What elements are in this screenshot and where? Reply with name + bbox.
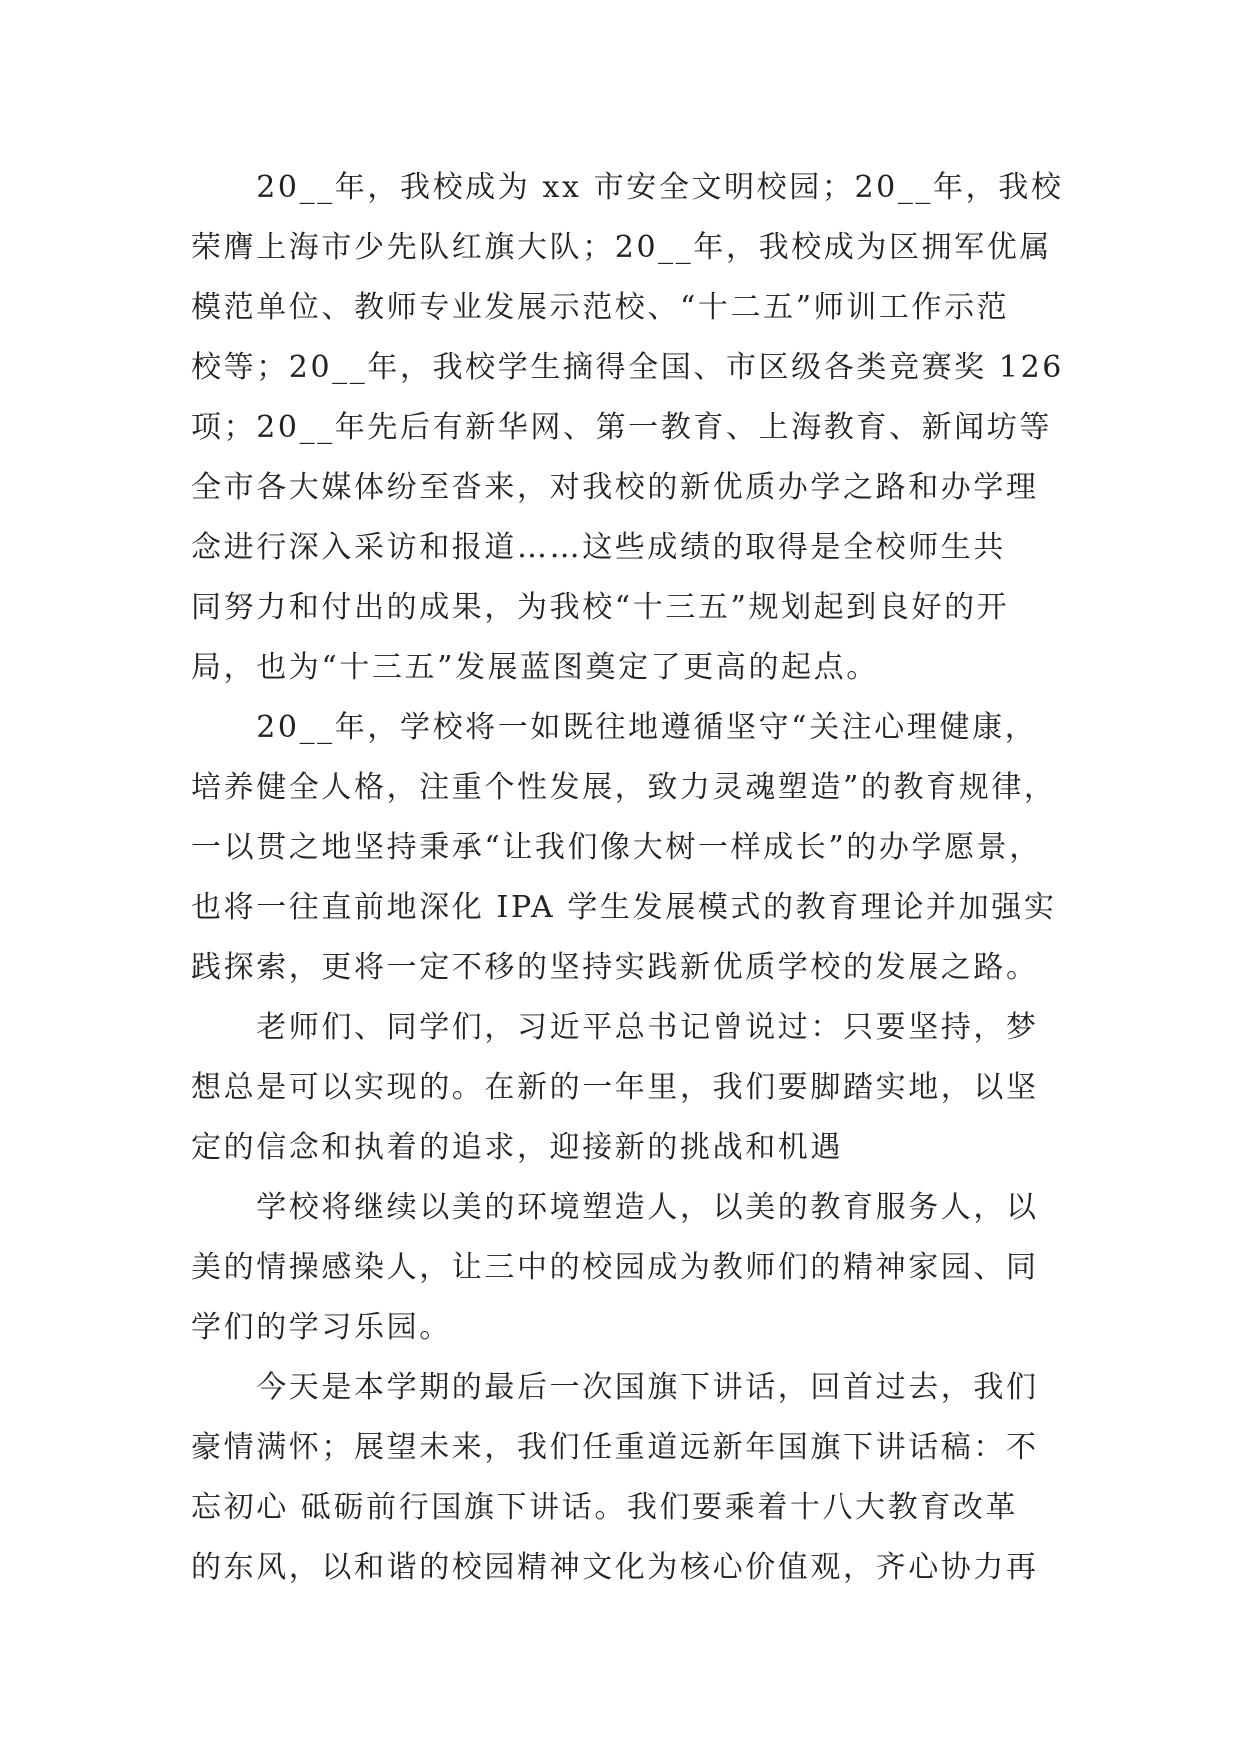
text-line: 忘初心 砥砺前行国旗下讲话。我们要乘着十八大教育改革 — [191, 1490, 1019, 1525]
text-line: 学们的学习乐园。 — [191, 1310, 452, 1345]
text-line: 的东风，以和谐的校园精神文化为核心价值观，齐心协力再 — [191, 1550, 1039, 1585]
text-line: 20__年，学校将一如既往地遵循坚守“关注心理健康， — [191, 710, 1038, 745]
paragraph-3 — [191, 998, 1051, 1178]
text-line: 局，也为“十三五”发展蓝图奠定了更高的起点。 — [191, 650, 879, 685]
text-line: 践探索，更将一定不移的坚持实践新优质学校的发展之路。 — [191, 950, 1039, 985]
text-line: 想总是可以实现的。在新的一年里，我们要脚踏实地，以坚 — [191, 1070, 1039, 1105]
paragraph-1 — [191, 158, 1064, 698]
text-line: 美的情操感染人，让三中的校园成为教师们的精神家园、同 — [191, 1250, 1039, 1285]
text-line: 培养健全人格，注重个性发展，致力灵魂塑造”的教育规律， — [191, 770, 1057, 805]
document-body — [191, 158, 1064, 1598]
text-line: 今天是本学期的最后一次国旗下讲话，回首过去，我们 — [191, 1370, 1039, 1405]
text-line: 学校将继续以美的环境塑造人，以美的教育服务人，以 — [191, 1190, 1039, 1225]
paragraph-2 — [191, 698, 1057, 998]
text-line: 20__年，我校成为 xx 市安全文明校园；20__年，我校 — [191, 170, 1064, 205]
paragraph-4 — [191, 1178, 1051, 1358]
text-line: 念进行深入采访和报道……这些成绩的取得是全校师生共 — [191, 530, 1006, 565]
text-line: 定的信念和执着的追求，迎接新的挑战和机遇 — [191, 1130, 843, 1165]
text-line: 项；20__年先后有新华网、第一教育、上海教育、新闻坊等 — [191, 410, 1052, 445]
text-line: 荣膺上海市少先队红旗大队；20__年，我校成为区拥军优属 — [191, 230, 1052, 265]
text-line: 同努力和付出的成果，为我校“十三五”规划起到良好的开 — [191, 590, 1010, 625]
text-line: 豪情满怀；展望未来，我们任重道远新年国旗下讲话稿：不 — [191, 1430, 1039, 1465]
paragraph-5 — [191, 1358, 1051, 1598]
text-line: 全市各大媒体纷至沓来，对我校的新优质办学之路和办学理 — [191, 470, 1039, 505]
text-line: 模范单位、教师专业发展示范校、“十二五”师训工作示范 — [191, 290, 1010, 325]
text-line: 老师们、同学们，习近平总书记曾说过：只要坚持，梦 — [191, 1010, 1039, 1045]
text-line: 也将一往直前地深化 IPA 学生发展模式的教育理论并加强实 — [191, 890, 1057, 925]
text-line: 一以贯之地坚持秉承“让我们像大树一样成长”的办学愿景， — [191, 830, 1042, 865]
text-line: 校等；20__年，我校学生摘得全国、市区级各类竞赛奖 126 — [191, 350, 1064, 385]
